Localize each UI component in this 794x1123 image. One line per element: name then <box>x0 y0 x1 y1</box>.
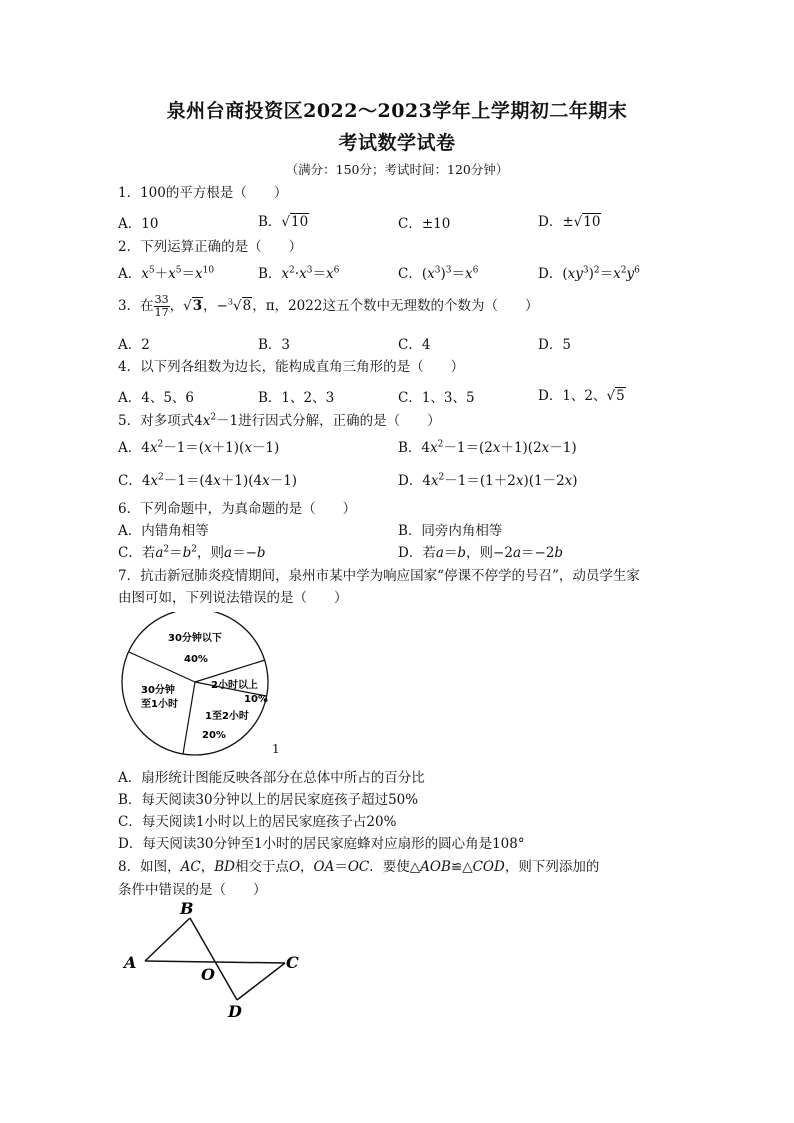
q1-option-a: A．10 <box>118 216 159 232</box>
q7-stem-line2: 由图可如，下列说法错误的是（ ） <box>118 590 348 606</box>
q4-option-b: B．1、2、3 <box>258 390 335 406</box>
slice-label-over-2h: 2小时以上 <box>211 680 258 691</box>
q6-stem: 6．下列命题中，为真命题的是（ ） <box>118 501 357 517</box>
q3-option-a: A．2 <box>118 337 150 353</box>
q3-option-d: D．5 <box>538 337 571 353</box>
slice-value-1-to-2h: 20% <box>202 730 226 741</box>
q5-option-a: A．$4x^2-1=(x+1)(x-1)$ <box>118 439 280 456</box>
q1-option-c: C．±10 <box>398 216 451 232</box>
point-label-B: B <box>180 899 194 918</box>
q2-option-d: D．$(xy^3)^2=x^2y^6$ <box>538 265 640 282</box>
point-label-C: C <box>286 953 299 972</box>
q1-option-b: B．√10 <box>258 214 309 230</box>
slice-label-30min-to-1h-a: 30分钟 <box>141 685 175 696</box>
q2-option-c: C．$(x^3)^3=x^6$ <box>398 265 479 282</box>
q7-option-b: B．每天阅读30分钟以上的居民家庭孩子超过50% <box>118 792 419 808</box>
pie-chart <box>118 612 288 762</box>
q5-option-b: B．$4x^2-1=(2x+1)(2x-1)$ <box>398 439 577 456</box>
q7-option-a: A．扇形统计图能反映各部分在总体中所占的百分比 <box>118 770 425 786</box>
q5-option-d: D．$4x^2-1=(1+2x)(1-2x)$ <box>398 472 578 489</box>
q2-stem: 2．下列运算正确的是（ ） <box>118 239 303 255</box>
q8-stem-line1: 8．如图，AC，BD相交于点O，OA＝OC．要使△AOB≌△COD，则下列添加的 <box>118 859 600 875</box>
slice-value-under-30min: 40% <box>184 654 208 665</box>
point-label-O: O <box>201 965 215 984</box>
q7-stem-line1: 7．抗击新冠肺炎疫情期间，泉州市某中学为响应国家“停课不停学的号召”，动员学生家 <box>118 568 640 584</box>
q1-stem: 1．100的平方根是（ ） <box>118 185 288 201</box>
q2-option-b: B．$x^2\cdot x^3=x^6$ <box>258 265 340 282</box>
q2-option-a: A．$x^5+x^5=x^{10}$ <box>118 265 215 282</box>
q4-option-a: A．4、5、6 <box>118 390 195 406</box>
q6-option-a: A．内错角相等 <box>118 523 209 539</box>
chart-note: 1 <box>272 742 280 756</box>
q6-option-d: D．若a＝b，则−2a＝−2b <box>398 545 564 561</box>
q6-option-c: C．若$a^2=b^2$，则a＝−b <box>118 544 266 561</box>
q1-option-d: D．±√10 <box>538 214 601 230</box>
q5-option-c: C．$4x^2-1=(4x+1)(4x-1)$ <box>118 472 298 489</box>
pie-divider-3 <box>183 682 195 754</box>
triangle-figure <box>118 896 318 1026</box>
q3-option-c: C．4 <box>398 337 431 353</box>
slice-label-30min-to-1h-b: 至1小时 <box>141 699 178 710</box>
slice-label-1-to-2h: 1至2小时 <box>205 711 249 722</box>
q4-option-c: C．1、3、5 <box>398 390 475 406</box>
segment-AB <box>145 918 190 961</box>
point-label-D: D <box>228 1002 242 1021</box>
exam-title-line2: 考试数学试卷 <box>338 132 456 154</box>
q3-option-b: B．3 <box>258 337 291 353</box>
segment-CD <box>237 963 285 1000</box>
q6-option-b: B．同旁内角相等 <box>398 523 503 539</box>
slice-value-over-2h: 10% <box>244 694 268 705</box>
exam-title-line1: 泉州台商投资区2022～2023学年上学期初二年期末 <box>166 100 628 122</box>
q8-stem-line2: 条件中错误的是（ ） <box>118 882 267 898</box>
segment-BD <box>190 918 237 1000</box>
point-label-A: A <box>124 953 137 972</box>
q3-stem: 3．在 $\frac{33}{17}$ ，√3，−$^3$√8，π，2022这五个数中无理数的个数为（ ） <box>118 293 539 319</box>
q7-option-c: C．每天阅读1小时以上的居民家庭孩子占20% <box>118 814 397 830</box>
q4-stem: 4．以下列各组数为边长，能构成直角三角形的是（ ） <box>118 359 465 375</box>
q4-option-d: D．1、2、√5 <box>538 388 625 404</box>
q7-option-d: D．每天阅读30分钟至1小时的居民家庭蜂对应扇形的圆心角是108° <box>118 836 525 852</box>
exam-subtitle: （满分：150分；考试时间：120分钟） <box>285 162 509 177</box>
q5-stem: 5．对多项式$4x^2-1$进行因式分解，正确的是（ ） <box>118 412 441 429</box>
slice-label-under-30min: 30分钟以下 <box>168 633 222 644</box>
